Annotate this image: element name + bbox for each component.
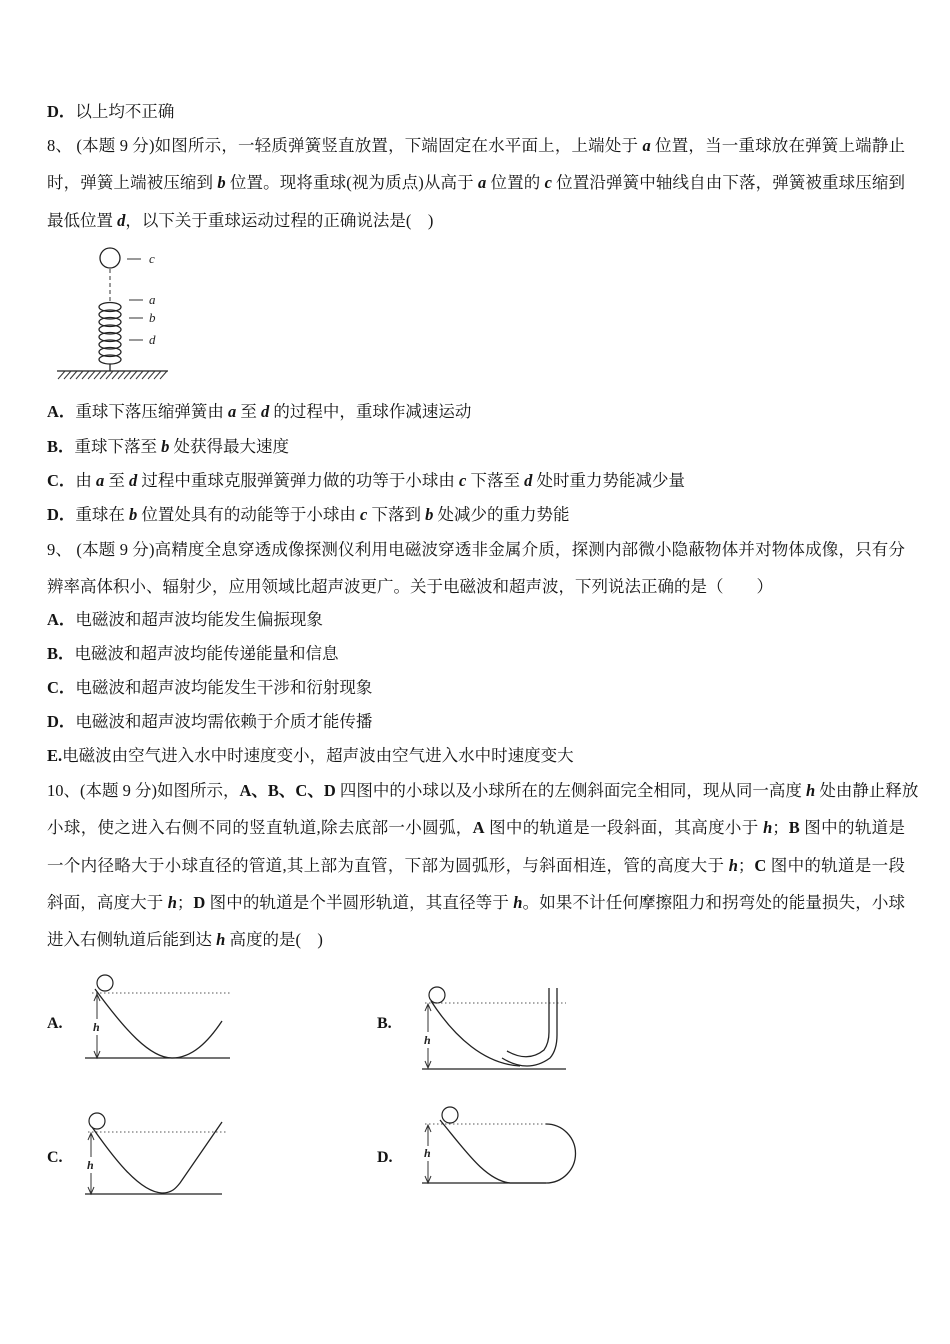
track-curve-with-semicircle [440, 1120, 576, 1183]
option-label: C． [47, 471, 76, 490]
text-line [47, 164, 905, 201]
track-curve [92, 1122, 222, 1193]
text-run: 。如果不计任何摩擦阻力和拐弯处的能量损失，小球 [522, 892, 906, 912]
height-dimension [88, 1133, 94, 1194]
text-run: 电磁波和超声波均能传递能量和信息 [74, 644, 339, 663]
text-run: 至 [236, 402, 262, 421]
option-label: D． [47, 102, 76, 121]
text-run: 位置。现将重球(视为质点)从高于 [225, 173, 479, 193]
q8-option-b [47, 430, 289, 464]
spring-coil [99, 303, 121, 372]
italic-variable: h [167, 892, 177, 912]
height-h-label: h [424, 1146, 431, 1160]
italic-variable: b [161, 437, 170, 456]
italic-variable: a [96, 471, 105, 490]
italic-variable: c [360, 505, 368, 524]
q9-option-d [47, 705, 372, 739]
option-text [75, 644, 339, 663]
height-h-label: h [87, 1158, 94, 1172]
text-run: 图中的轨道是一段 [766, 855, 905, 875]
italic-variable: c [544, 173, 552, 193]
text-run: ； [772, 818, 789, 838]
q9-option-c [47, 671, 372, 705]
height-dimension [425, 1125, 431, 1183]
figure-a-track [85, 975, 231, 1058]
ball [89, 1113, 105, 1129]
slope-curve [431, 1001, 520, 1066]
italic-variable: a [478, 173, 487, 193]
height-h-label: h [93, 1020, 100, 1034]
position-d-label: d [149, 332, 156, 347]
figure-a-label: A. [47, 1015, 63, 1032]
spring-figure [57, 248, 168, 379]
text-run: 处由静止释放 [815, 781, 919, 800]
text-run: 由 [75, 471, 97, 490]
tube-outer-wall [502, 988, 557, 1066]
italic-variable: c [459, 471, 467, 490]
text-line [47, 921, 905, 958]
bold-text: C [754, 855, 767, 875]
q8-option-a [47, 395, 471, 429]
question-9-stem [47, 531, 905, 606]
text-run: 电磁波和超声波均能发生偏振现象 [75, 610, 323, 629]
option-text [75, 712, 372, 731]
ball [97, 975, 113, 991]
text-run: 下落到 [367, 505, 426, 524]
option-label: E. [47, 746, 63, 765]
text-run: 重球下落至 [74, 437, 162, 456]
text-run: 重球下落压缩弹簧由 [75, 402, 229, 421]
option-text [75, 505, 569, 524]
text-run: 小球，使之进入右侧不同的竖直轨道,除去底部一小圆弧， [47, 818, 473, 838]
text-run: 重球在 [75, 505, 130, 524]
bold-text: A、B、C、D [239, 781, 336, 800]
italic-variable: a [228, 402, 237, 421]
text-line [47, 202, 905, 239]
text-run: 一个内径略大于小球直径的管道,其上部为直管，下部为圆弧形，与斜面相连，管的高度大于 [47, 855, 729, 875]
option-text [62, 746, 574, 765]
q8-option-c [47, 464, 685, 498]
text-run: ； [737, 855, 755, 875]
bold-text: A [472, 818, 485, 838]
italic-variable: h [806, 781, 816, 800]
question-8-stem [47, 127, 905, 239]
ball [442, 1107, 458, 1123]
option-label: D． [47, 712, 76, 731]
option-label: A． [47, 402, 76, 421]
text-run: 9、 (本题 9 分)高精度全息穿透成像探测仪利用电磁波穿透非金属介质，探测内部微小隐蔽物体并对物体成像，只有分 [47, 540, 905, 559]
track-curve [95, 989, 222, 1058]
text-run: 斜面，高度大于 [47, 892, 168, 912]
position-b-label: b [149, 310, 156, 325]
text-run: 处减少的重力势能 [433, 505, 570, 524]
figure-b-track [422, 987, 566, 1069]
option-label: D． [47, 505, 76, 524]
q9-option-a [47, 603, 323, 637]
text-run: 最低位置 [47, 210, 118, 230]
option-text [75, 437, 290, 456]
text-line [47, 568, 905, 605]
text-run: 四图中的小球以及小球所在的左侧斜面完全相同，现从同一高度 [335, 781, 807, 800]
option-label: A． [47, 610, 76, 629]
text-line [47, 847, 905, 884]
text-run: 处获得最大速度 [169, 437, 290, 456]
option-text [75, 102, 174, 121]
italic-variable: b [129, 505, 138, 524]
text-run: 图中的轨道是一段斜面，其高度小于 [484, 818, 764, 838]
text-run: 电磁波和超声波均能发生干涉和衍射现象 [75, 678, 373, 697]
text-run: ，以下关于重球运动过程的正确说法是( ) [125, 210, 434, 230]
italic-variable: b [217, 173, 226, 193]
figure-d-label: D. [377, 1149, 393, 1166]
option-label: B． [47, 644, 75, 663]
height-dimension [425, 1004, 431, 1068]
position-a-label: a [149, 292, 156, 307]
text-run: 图中的轨道是个半圆形轨道，其直径等于 [205, 892, 514, 912]
italic-variable: b [425, 505, 434, 524]
q8-option-d [47, 498, 570, 532]
text-run: ； [176, 892, 194, 912]
ground-hatching [58, 371, 167, 379]
text-run: 以上均不正确 [75, 102, 175, 121]
height-dimension [94, 994, 100, 1058]
text-run: 处时重力势能减少量 [532, 471, 685, 490]
italic-variable: d [261, 402, 270, 421]
bold-text: B [788, 818, 800, 838]
italic-variable: d [129, 471, 138, 490]
text-run: 10、(本题 9 分)如图所示， [47, 781, 240, 800]
text-line [47, 531, 905, 568]
option-label: B． [47, 437, 75, 456]
italic-variable: d [117, 210, 126, 230]
figure-b-label: B. [377, 1015, 392, 1032]
previous-option-d [47, 95, 174, 129]
bold-text: D [193, 892, 206, 912]
q9-option-b [47, 637, 339, 671]
text-line [47, 772, 919, 809]
text-run: 位置，当一重球放在弹簧上端静止 [650, 136, 906, 155]
text-run: 辨率高体积小、辐射少，应用领域比超声波更广。关于电磁波和超声波，下列说法正确的是（ ） [47, 577, 773, 597]
heavy-ball [100, 248, 120, 268]
text-run: 图中的轨道是 [799, 818, 906, 838]
option-label: C． [47, 678, 76, 697]
text-run: 的过程中，重球作减速运动 [269, 402, 472, 421]
italic-variable: a [642, 136, 651, 155]
italic-variable: h [216, 930, 226, 950]
figure-c-track [85, 1113, 226, 1194]
figure-d-track [422, 1107, 576, 1183]
position-c-label: c [149, 251, 155, 266]
text-run: 位置的 [486, 173, 545, 193]
option-text [75, 678, 372, 697]
text-run: 8、 (本题 9 分)如图所示，一轻质弹簧竖直放置，下端固定在水平面上，上端处于 [47, 136, 643, 155]
text-run: 进入右侧轨道后能到达 [47, 930, 217, 950]
text-run: 电磁波和超声波均需依赖于介质才能传播 [75, 712, 373, 731]
text-run: 至 [104, 471, 130, 490]
text-run: 时，弹簧上端被压缩到 [47, 173, 218, 193]
italic-variable: h [763, 818, 773, 838]
text-run: 高度的是( ) [225, 930, 323, 950]
question-10-stem [47, 772, 919, 958]
italic-variable: d [524, 471, 533, 490]
ball [429, 987, 445, 1003]
text-run: 位置沿弹簧中轴线自由下落，弹簧被重球压缩到 [551, 173, 906, 193]
text-run: 下落至 [466, 471, 525, 490]
figure-c-label: C. [47, 1149, 63, 1166]
option-text [75, 402, 471, 421]
q9-option-e [47, 739, 574, 773]
height-h-label: h [424, 1033, 431, 1047]
italic-variable: h [513, 892, 523, 912]
option-text [75, 610, 323, 629]
text-run: 过程中重球克服弹簧弹力做的功等于小球由 [137, 471, 460, 490]
text-line [47, 809, 905, 846]
italic-variable: h [728, 855, 738, 875]
text-line [47, 127, 905, 164]
text-line [47, 884, 905, 921]
tube-inner-wall [507, 988, 549, 1057]
text-run: 电磁波由空气进入水中时速度变小，超声波由空气进入水中时速度变大 [62, 746, 574, 765]
option-text [75, 471, 685, 490]
text-run: 位置处具有的动能等于小球由 [137, 505, 361, 524]
